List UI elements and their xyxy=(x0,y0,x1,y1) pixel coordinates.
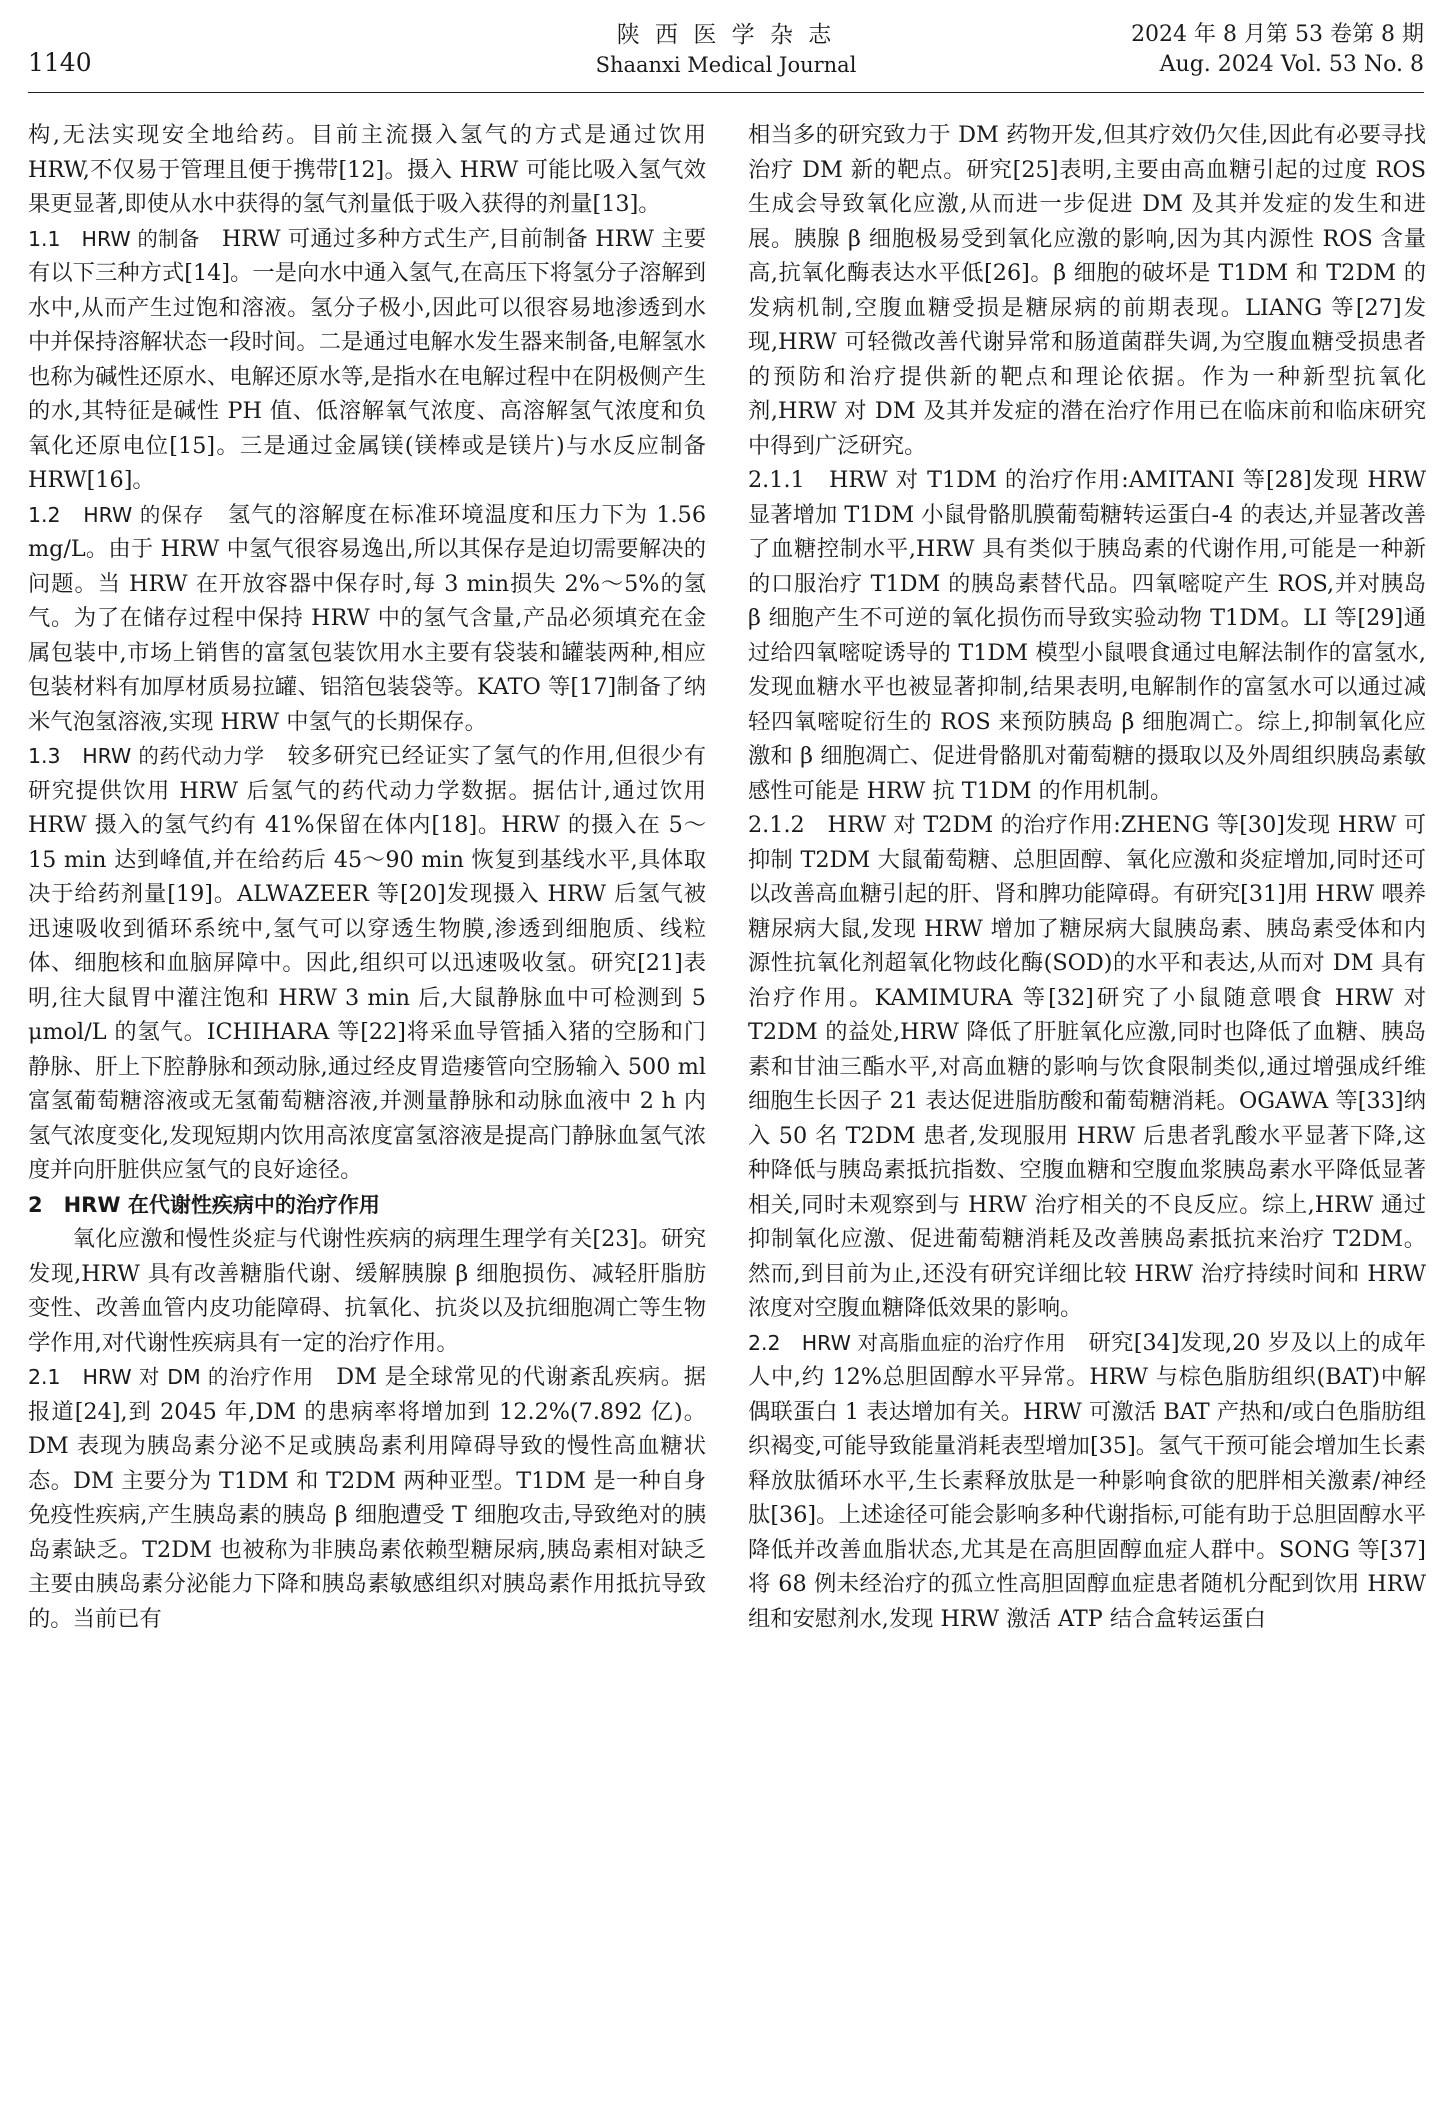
section-title-2-1-1: 2.1.1 HRW 对 T1DM 的治疗作用: xyxy=(748,467,1129,493)
section-title-1-3: 1.3 HRW 的药代动力学 xyxy=(28,744,265,768)
section-2-1 xyxy=(28,1360,706,1636)
issue-info xyxy=(1131,20,1424,80)
right-column xyxy=(748,118,1426,2093)
paragraph-continued: 构,无法实现安全地给药。目前主流摄入氢气的方式是通过饮用 HRW,不仅易于管理且便于携带[12]。摄入 HRW 可能比吸入氢气效果更显著,即使从水中获得的氢气剂量低于吸入获得的剂量[13]。 xyxy=(28,122,706,217)
left-column xyxy=(28,118,706,2093)
section-title-2-1: 2.1 HRW 对 DM 的治疗作用 xyxy=(28,1365,314,1389)
section-title-2-1-2: 2.1.2 HRW 对 T2DM 的治疗作用: xyxy=(748,812,1121,838)
section-text-2-1-2: ZHENG 等[30]发现 HRW 可抑制 T2DM 大鼠葡萄糖、总胆固醇、氧化应激和炎症增加,同时还可以改善高血糖引起的肝、肾和脾功能障碍。有研究[31]用 HRW 喂养糖尿病大鼠,发现 HRW 增加了糖尿病大鼠胰岛素、胰岛素受体和内源性抗氧化剂超氧化物歧化酶(SOD)的水平和表达,从而对 DM 具有治疗作用。KAMIMURA 等[32]研究了小鼠随意喂食 HRW 对 T2DM 的益处,HRW 降低了肝脏氧化应激,同时也降低了血糖、胰岛素和甘油三酯水平,对高血糖的影响与饮食限制类似,通过增强成纤维细胞生长因子 21 表达促进脂肪酸和葡萄糖消耗。OGAWA 等[33]纳入 50 名 T2DM 患者,发现服用 HRW 后患者乳酸水平显著下降,这种降低与胰岛素抵抗指数、空腹血糖和空腹血浆胰岛素水平降低显著相关,同时未观察到与 HRW 治疗相关的不良反应。综上,HRW 通过抑制氧化应激、促进葡萄糖消耗及改善胰岛素抵抗来治疗 T2DM。然而,到目前为止,还没有研究详细比较 HRW 治疗持续时间和 HRW 浓度对空腹血糖降低效果的影响。 xyxy=(748,812,1426,1321)
section-2-1-1 xyxy=(748,463,1426,808)
issue-info-en: Aug. 2024 Vol. 53 No. 8 xyxy=(1159,52,1424,77)
journal-name-cn: 陕 西 医 学 杂 志 xyxy=(616,22,836,48)
section-title-1-1: 1.1 HRW 的制备 xyxy=(28,226,200,251)
section-2-1-2 xyxy=(748,808,1426,1326)
header-rule xyxy=(28,92,1424,93)
issue-info-cn: 2024 年 8 月第 53 卷第 8 期 xyxy=(1131,22,1424,47)
page-header xyxy=(28,18,1424,86)
section-1-1 xyxy=(28,222,706,498)
section-2-2 xyxy=(748,1326,1426,1637)
section-text-2-1: DM 是全球常见的代谢紊乱疾病。据报道[24],到 2045 年,DM 的患病率将增加到 12.2%(7.892 亿)。DM 表现为胰岛素分泌不足或胰岛素利用障碍导致的慢性高血糖状态。DM 主要分为 T1DM 和 T2DM 两种亚型。T1DM 是一种自身免疫性疾病,产生胰岛素的胰岛 β 细胞遭受 T 细胞攻击,导致绝对的胰岛素缺乏。T2DM 也被称为非胰岛素依赖型糖尿病,胰岛素相对缺乏主要由胰岛素分泌能力下降和胰岛素敏感组织对胰岛素作用抵抗导致的。当前已有 xyxy=(28,1364,706,1632)
section-text-2-2: 研究[34]发现,20 岁及以上的成年人中,约 12%总胆固醇水平异常。HRW 与棕色脂肪组织(BAT)中解偶联蛋白 1 表达增加有关。HRW 可激活 BAT 产热和/或白色脂肪组织褐变,可能导致能量消耗表型增加[35]。氢气干预可能会增加生长素释放肽循环水平,生长素释放肽是一种影响食欲的肥胖相关激素/神经肽[36]。上述途径可能会影响多种代谢指标,可能有助于总胆固醇水平降低并改善血脂状态,尤其是在高胆固醇血症人群中。SONG 等[37]将 68 例未经治疗的孤立性高胆固醇血症患者随机分配到饮用 HRW 组和安慰剂水,发现 HRW 激活 ATP 结合盒转运蛋白 xyxy=(748,1329,1426,1632)
section-title-2: 2 HRW 在代谢性疾病中的治疗作用 xyxy=(28,1192,380,1217)
section-1-3 xyxy=(28,739,706,1188)
section-text-1-2: 氢气的溶解度在标准环境温度和压力下为 1.56 mg/L。由于 HRW 中氢气很容易逸出,所以其保存是迫切需要解决的问题。当 HRW 在开放容器中保存时,每 3 min损失 2%～5%的氢气。为了在储存过程中保持 HRW 中的氢气含量,产品必须填充在金属包装中,市场上销售的富氢包装饮用水主要有袋装和罐装两种,相应包装材料有加厚材质易拉罐、铝箔包装袋等。KATO 等[17]制备了纳米气泡氢溶液,实现 HRW 中氢气的长期保存。 xyxy=(28,501,706,735)
section-1-2 xyxy=(28,498,706,740)
section-text-1-3: 较多研究已经证实了氢气的作用,但很少有研究提供饮用 HRW 后氢气的药代动力学数据。据估计,通过饮用 HRW 摄入的氢气约有 41%保留在体内[18]。HRW 的摄入在 5～15 min 达到峰值,并在给药后 45～90 min 恢复到基线水平,具体取决于给药剂量[19]。ALWAZEER 等[20]发现摄入 HRW 后氢气被迅速吸收到循环系统中,氢气可以穿透生物膜,渗透到细胞质、线粒体、细胞核和血脑屏障中。因此,组织可以迅速吸收氢。研究[21]表明,往大鼠胃中灌注饱和 HRW 3 min 后,大鼠静脉血中可检测到 5 μmol/L 的氢气。ICHIHARA 等[22]将采血导管插入猪的空肠和门静脉、肝上下腔静脉和颈动脉,通过经皮胃造瘘管向空肠输入 500 ml 富氢葡萄糖溶液或无氢葡萄糖溶液,并测量静脉和动脉血液中 2 h 内氢气浓度变化,发现短期内饮用高浓度富氢溶液是提高门静脉血氢气浓度并向肝脏供应氢气的良好途径。 xyxy=(28,743,706,1183)
section-text-1-1: HRW 可通过多种方式生产,目前制备 HRW 主要有以下三种方式[14]。一是向水中通入氢气,在高压下将氢分子溶解到水中,从而产生过饱和溶液。氢分子极小,因此可以很容易地渗透到水中并保持溶解状态一段时间。二是通过电解水发生器来制备,电解氢水也称为碱性还原水、电解还原水等,是指水在电解过程中在阴极侧产生的水,其特征是碱性 PH 值、低溶解氧气浓度、高溶解氢气浓度和负氧化还原电位[15]。三是通过金属镁(镁棒或是镁片)与水反应制备 HRW[16]。 xyxy=(28,225,706,493)
section-text-2-1-1: AMITANI 等[28]发现 HRW 显著增加 T1DM 小鼠骨骼肌膜葡萄糖转运蛋白-4 的表达,并显著改善了血糖控制水平,HRW 具有类似于胰岛素的代谢作用,可能是一种新的口服治疗 T1DM 的胰岛素替代品。四氧嘧啶产生 ROS,并对胰岛 β 细胞产生不可逆的氧化损伤而导致实验动物 T1DM。LI 等[29]通过给四氧嘧啶诱导的 T1DM 模型小鼠喂食通过电解法制作的富氢水,发现血糖水平也被显著抑制,结果表明,电解制作的富氢水可以通过减轻四氧嘧啶衍生的 ROS 来预防胰岛 β 细胞凋亡。综上,抑制氧化应激和 β 细胞凋亡、促进骨骼肌对葡萄糖的摄取以及外周组织胰岛素敏感性可能是 HRW 抗 T1DM 的作用机制。 xyxy=(748,467,1426,804)
journal-name-en: Shaanxi Medical Journal xyxy=(595,53,857,77)
section-title-2-2: 2.2 HRW 对高脂血症的治疗作用 xyxy=(748,1330,1066,1355)
section-title-1-2: 1.2 HRW 的保存 xyxy=(28,502,205,527)
section-text-2: 氧化应激和慢性炎症与代谢性疾病的病理生理学有关[23]。研究发现,HRW 具有改善糖脂代谢、缓解胰腺 β 细胞损伤、减轻肝脂肪变性、改善血管内皮功能障碍、抗氧化、抗炎以及抗细胞凋亡等生物学作用,对代谢性疾病具有一定的治疗作用。 xyxy=(28,1226,706,1356)
page-number: 1140 xyxy=(28,48,92,77)
paragraph-continued-right: 相当多的研究致力于 DM 药物开发,但其疗效仍欠佳,因此有必要寻找治疗 DM 新的靶点。研究[25]表明,主要由高血糖引起的过度 ROS 生成会导致氧化应激,从而进一步促进 DM 及其并发症的发生和进展。胰腺 β 细胞极易受到氧化应激的影响,因为其内源性 ROS 含量高,抗氧化酶表达水平低[26]。β 细胞的破坏是 T1DM 和 T2DM 的发病机制,空腹血糖受损是糖尿病的前期表现。LIANG 等[27]发现,HRW 可轻微改善代谢异常和肠道菌群失调,为空腹血糖受损患者的预防和治疗提供新的靶点和理论依据。作为一种新型抗氧化剂,HRW 对 DM 及其并发症的潜在治疗作用已在临床前和临床研究中得到广泛研究。 xyxy=(748,122,1426,459)
